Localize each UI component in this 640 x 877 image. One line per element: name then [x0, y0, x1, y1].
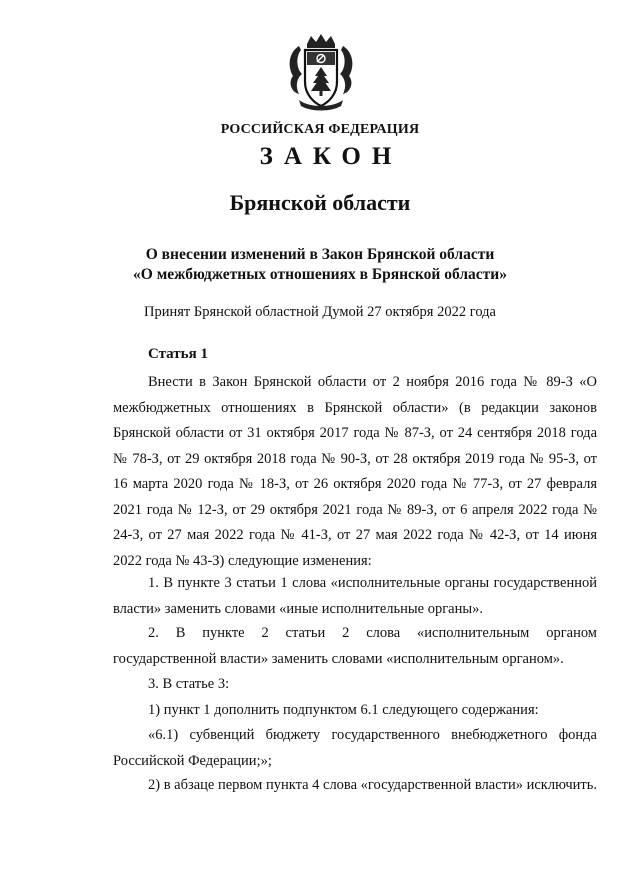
article-paragraph: 1. В пункте 3 статьи 1 слова «исполнительные органы государственной власти» заменить словами «иные исполнительные органы». — [113, 575, 597, 617]
law-title-line-1: О внесении изменений в Закон Брянской области — [145, 246, 495, 263]
adoption-note: Принят Брянской областной Думой 27 октября 2022 года — [144, 304, 496, 320]
coat-of-arms-icon — [285, 32, 357, 112]
article-paragraph: 2) в абзаце первом пункта 4 слова «государственной власти» исключить. — [148, 777, 597, 793]
document-type: ЗАКОН — [259, 143, 403, 170]
article-heading: Статья 1 — [148, 346, 208, 362]
country-name: РОССИЙСКАЯ ФЕДЕРАЦИЯ — [220, 122, 420, 137]
region-name: Брянской области — [229, 190, 411, 215]
article-paragraph: Внести в Закон Брянской области от 2 ноября 2016 года № 89-З «О межбюджетных отношениях в Брянской области» (в редакции законов Брянской области от 31 октября 2017 года № 87-З, от 24 сентября 2018 года № 78-З, от 29 октября 2018 года № 90-З, от 28 октября 2019 года № 95-З, от 16 марта 2020 года № 18-З, от 26 октября 2020 года № 77-З, от 27 февраля 2021 года № 12-З, от 29 октября 2021 года № 89-З, от 6 апреля 2022 года № 24-З, от 27 мая 2022 года № 41-З, от 27 мая 2022 года № 42-З, от 14 июня 2022 года № 43-З) следующие изменения: — [113, 374, 597, 569]
law-title-line-2: «О межбюджетных отношениях в Брянской области» — [133, 266, 507, 283]
article-paragraph: 2. В пункте 2 статьи 2 слова «исполнительным органом государственной власти» заменить словами «исполнительным органом». — [113, 625, 597, 667]
article-paragraph: «6.1) субвенций бюджету государственного внебюджетного фонда Российской Федерации;»; — [113, 727, 597, 769]
article-paragraph: 1) пункт 1 дополнить подпунктом 6.1 следующего содержания: — [148, 702, 539, 718]
article-paragraph: 3. В статье 3: — [148, 676, 230, 692]
law-title — [0, 245, 640, 285]
